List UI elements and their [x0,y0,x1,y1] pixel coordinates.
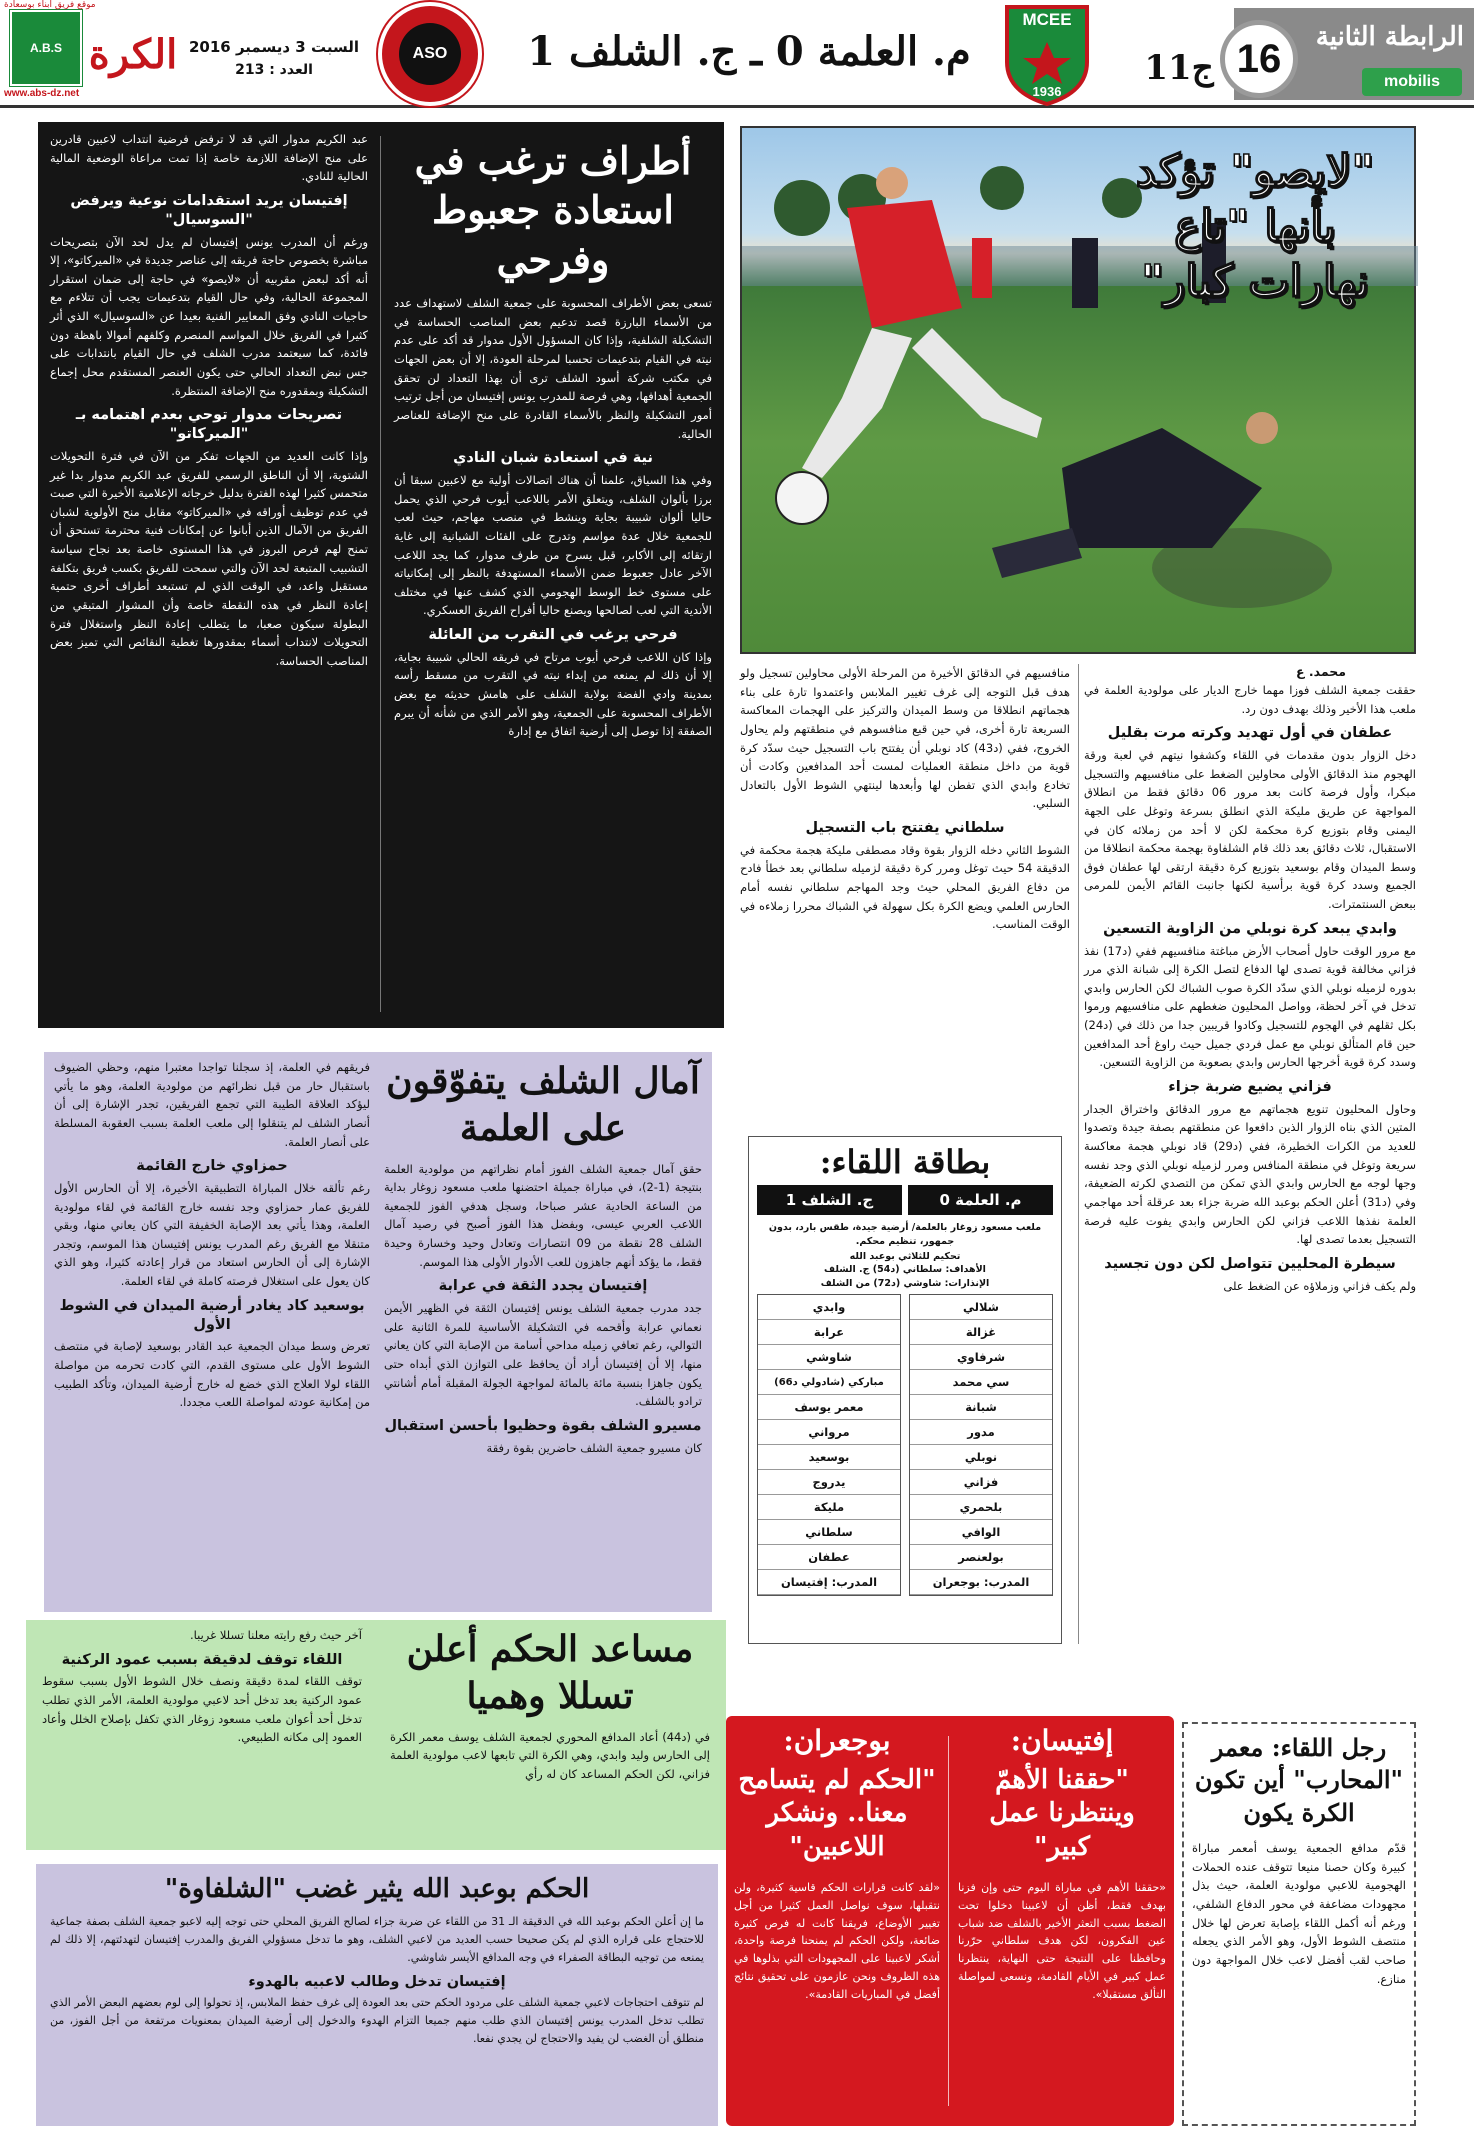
transfers-title: أطراف ترغب في استعادة جعبوط وفرحي [414,138,692,282]
subhead-farhi: فرحي يرغب في التقرب من العائلة [428,627,678,644]
transfers-col-right [390,130,712,1020]
subhead-arraba: إفتيسان يجدد الثقة في عرابة [438,1278,648,1295]
referee-p1: ما إن أعلن الحكم بوعبد الله في الدقيقة الـ 31 من اللقاء عن ضربة جزاء لصالح الفريق المحلي حتى توجه إليه لاعبو جمعية الشلف بصفة جماعية للاحتجاج على قراره الذي لم يكن صحيحا حسب العديد من لاعبي الشلف، وهو ما تدخل مسؤولي الفريق والمدرب إفتيسان لتهدئتهم، إلا ذلك لم يمنعه من توجيه البطاقة الصفراء في وجه المدافع الأيسر شاوشي. [46,1915,704,1964]
round-circle [1220,20,1298,98]
iftisan-quote: "حققنا الأهمّ وينتظرنا عمل كبير" [989,1764,1135,1863]
home-coach: المدرب: بوجعران [910,1570,1052,1595]
masthead [0,0,1474,108]
card-referee: تحكيم للثلاثي بوعبد الله [849,1250,961,1262]
subhead-bousaid: بوسعيد كاد يغادر أرضية الميدان في الشوط الأول [59,1297,365,1333]
assistant-p1: في (د44) أعاد المدافع المحوري لجمعية الشلف يوسف معمر الكرة إلى الحارس وليد وابدي، وهي الكرة التي تابعها لاعب مولودية العلمة فزاني، لكن الحكم المساعد كان له رأي [386,1729,710,1781]
card-lineups [749,1294,1061,1597]
site-top-text: موقع فريق أبناء بوسعادة [4,0,96,10]
man-of-match-box [1182,1722,1416,2126]
home-player: سي محمد [910,1370,1052,1395]
card-title: بطاقة اللقاء: [819,1143,991,1181]
youth-p3: كان مسيرو جمعية الشلف حاضرين بقوة رفقة [486,1440,702,1455]
assistant-title: مساعد الحكم أعلن تسللا وهميا [406,1628,694,1717]
transfers-p3: وإذا كان اللاعب فرحي أيوب مرتاح في فريقه الحالي شبيبة بجاية، إلا أن ذلك لم يمنعه من إبداء نيته في التقرب من مسقط رأسه بمدينة وادي الفضة بولاية الشلف على هامش حديثه مع بعض الأطراف المحسوبة على الجمعية، وهو الأمر الذي من شأنه أن يبرم الصفقة إذا توصل إلى أرضية اتفاق مع إدارة [390,649,712,739]
away-player: بوسعيد [758,1445,900,1470]
assistant-box [26,1620,726,1850]
site-url: www.abs-dz.net [4,88,80,99]
away-player: عطفان [758,1545,900,1570]
match-report-col-a [1080,664,1416,1644]
home-player: مدور [910,1420,1052,1445]
away-player: مباركي (شادولي د66) [758,1370,900,1395]
home-player: بلحمري [910,1495,1052,1520]
subhead-medouar: تصريحات مدوار توحي بعدم اهتمامه بـ "الميركاتو" [75,407,343,443]
motm-text: قدّم مدافع الجمعية يوسف أمعمر مباراة كبيرة وكان حصنا منيعا تتوقف عنده الحملات الهجومية للاعبي مولودية العلمة، حيث بذل مجهودات مضاعفة في محور الدفاع الشلفي، ورغم أنه أكمل اللقاء بإصابة تعرض لها خلال منتصف الشوط الأول، وهو الأمر الذي يجعله صاحب لقب أفضل لاعب خلال المواجهة دون منازع. [1188,1841,1406,1986]
round-prefix: ج [1191,48,1214,88]
subhead-penalty-miss: فزاني يضيع ضربة جزاء [1168,1078,1332,1095]
para-dominance-start: ولم يكف فزاني وزملاؤه عن الضغط على [1223,1278,1416,1293]
youth-p1: حقق آمال جمعية الشلف الفوز أمام نظراتهم من مولودية العلمة بنتيجة (1-2)، في مباراة جميلة احتضنها ملعب مسعود زوغار بداية من الساعة الحادية عشر صباحا، وسجل هدفي الفوز للجمعية اللاعب العربي عيسى، وبفضل هذا الفوز أصبح في رصيد آمال الشلف 28 نقطة من 09 انتصارات وتعادل وحيد وخسارة وحيدة فقط، ما يؤكد أنهم جاهزون للعب الأدوار الأولى هذا الموسم. [380,1161,702,1269]
match-photo [740,126,1416,654]
card-goals: الأهداف: سلطاني (د54) ج. الشلف [824,1264,986,1276]
iftisan-quote-col [954,1724,1166,2120]
away-player: معمر يوسف [758,1395,900,1420]
round-label [1144,48,1214,89]
subhead-iftisan-calm: إفتيسان تدخل وطالب لاعبيه بالهدوء [248,1973,506,1990]
card-away-team: ج. الشلف 1 [757,1185,902,1215]
home-player: شلالي [910,1295,1052,1320]
paper-name: الكرة [88,30,178,78]
transfers-p2: وفي هذا السياق، علمنا أن هناك اتصالات أولية مع لاعبين سبقا أن برزا بألوان الشلف، ويتعلق الأمر باللاعب أيوب فرحي الذي يحمل حاليا ألوان شبيبة بجاية وينشط في منصب مهاجم، حيث لعب للجمعية خلال عدة مواسم وتدرج على الفئات الشبانية إلى غاية ارتقائه إلى الأكابر، قبل يسرح من طرف مدوار، كما يجد اللاعب الآخر عادل جعبوط ضمن الأسماء المستهدفة بالنظر إلى إمكانياته على مستوى خط الوسط الهجومي الذي كشف عنها في مختلف الأندية التي لعب لصالحها ويصنع حاليا أفراح الفريق العسكري. [390,473,712,618]
para-penalty: وحاول المحليون تنويع هجماتهم مع مرور الدقائق واختراق الجدار المتين الذي بناه الزوار الذين دافعوا عن منطقتهم بصفة جيدة وتصدوا للعديد من الكرات الخطيرة، ففي (د29) قاد نوبلي هجمة معاكسة سريعة وتوغل في منطقة المنافس ومرر لزميله نوبلي الذي وجد نفسه وجها لوجه مع الحارس وابدي الذي تمكن من التصدي لكرته الضعيفة، وفي (د31) أعلن الحكم بوعبد الله ضربة جزاء بعد عرقلة أحد مهاجمي العلمة نفذها اللاعب فزاني لكن الحارس وابدي يفوت عليه فرصة التسجيل بعدما تصدى لها. [1080,1101,1416,1247]
youth-col-left [50,1058,370,1606]
home-player: غزالة [910,1320,1052,1345]
transfers-p5: ورغم أن المدرب يونس إفتيسان لم يدل لحد الآن بتصريحات مباشرة بخصوص حاجة فريقه إلى عناصر جديدة في «الميركاتو»، إلا أنه أكد لبعض مقربيه أن «لايصو» في حاجة إلى ضمان استقرار المجموعة الحالية، وفي حال القيام بتدعيمات يجب أن تتلاءم مع حاجيات النادي وفق المعايير الفنية بعيدا عن «السوسيال» الذي أثر كثيرا في الفريق خلال المواسم المنصرم وكلفهم أموالا باهظة دون فائدة، كما سيعتمد مدرب الشلف في حال القيام بانتدابات على جس نبض التعداد الحالي حتى يكون العنصر المستقدم محل إجماع التشكيلة وبمقدوره منح الإضافة المنتظرة. [46,234,368,398]
subhead-atfane: عطفان في أول تهديد وكرته مرت بقليل [1107,725,1393,742]
report-intro: حققت جمعية الشلف فوزا مهما خارج الديار على مولودية العلمة في ملعب هذا الأخير وذلك بهدف دون رد. [1080,683,1416,716]
assistant-p3: توقف اللقاء لمدة دقيقة ونصف خلال الشوط الأول بسبب سقوط عمود الركنية بعد تدخل أحد لاعبي مولودية العلمة، الأمر الذي تطلب تدخل أحد أعوان ملعب مسعود زوغار الذي تكفل بإصلاح الخلل وأعاد العمود إلى مكانه الطبيعي. [38,1674,362,1745]
assistant-col-left [38,1626,362,1844]
paper-logo [88,14,178,94]
away-coach: المدرب: إفتيسان [758,1570,900,1595]
subhead-youth: نية في استعادة شبان النادي [453,450,653,467]
transfers-p6: وإذا كانت العديد من الجهات تفكر من الآن في فترة التحويلات الشتوية، إلا أن الناطق الرسمي للفريق عبد الكريم مدوار بدا غير متحمس كثيرا لهذه الفترة بدليل خرجاته الإعلامية الأخيرة التي صبت في عدم توظيف أوراقه في «الميركاتو» مقابل منح الأولوية لشبان الفريق من الآمال الذين أبانوا عن إمكانات فنية محترمة تستحق أن تمنح لهم فرص البروز في هذا المستوى خاصة بعد نجاح سياسة التشبيب المتبعة لحد الآن والتي سمحت للفريق بكسب فريق بتكلفة مستقبل واعد، في الوقت الذي لم تستبعد أطراف أخرى حتمية إعادة النظر في هذه النقطة خاصة وأن المشوار المتبقي من البطولة سيكون صعبا، ما يتطلب إعادة النظر واستغلال فترة التحويلات لانتداب أسماء بمقدورها تغطية النقائص التي تميز بعض المناصب الحساسة. [46,448,368,668]
youth-col-right [380,1058,702,1606]
card-teams [749,1185,1061,1215]
home-lineup-box [909,1294,1053,1597]
home-lineup [910,1295,1052,1596]
home-player: فزاني [910,1470,1052,1495]
iftisan-statement: «حققنا الأهم في مباراة اليوم حتى وإن فزنا بهدف فقط، أظن أن لاعبينا دخلوا تحت الضغط بسبب التعثر الأخير بالشلف ضد شباب عين الفكرون، لكن هدف سلطاني حرّرنا وحافظنا على النتيجة حتى النهاية، ينتظرنا عمل كبير في الأيام القادمة، ونسعى لمواصلة التألق مستقبلا». [954,1880,1166,2001]
issue-date: السبت 3 ديسمبر 2016 [188,38,359,56]
assistant-p2: آخر حيث رفع رايته معلنا تسللا غريبا. [189,1628,362,1642]
away-player: شاوشي [758,1345,900,1370]
mcee-year: 1936 [1032,84,1062,99]
youth-p6: تعرض وسط ميدان الجمعية عبد القادر بوسعيد لإصابة في منتصف الشوط الأول على مستوى القدم، التي كادت تحرمه من مواصلة اللقاء لولا العلاج الذي خضع له خارج أرضية الميدان، وتأكد الطبيب من إمكانية عودته لمواصلة اللعب مجددا. [50,1339,370,1410]
boudjarane-name: بوجعران: [783,1724,891,1757]
youth-p4: فريقهم في العلمة، إذ سجلنا تواجدا معتبرا منهم، وحظي الضيوف باستقبال حار من قبل نظرائهم من مولودية العلمة، وهو ما يأتي ليؤكد العلاقة الطيبة التي تجمع الفريقين، تجدر الإشارة إلى أن أنصار الشلف لم يتنقلوا إلى ملعب العلمة بسبب العقوبة المسلطة على أنصار العلمة. [50,1060,370,1149]
home-player: شرفاوي [910,1345,1052,1370]
away-lineup [758,1295,900,1596]
para-goal: الشوط الثاني دخله الزوار بقوة وقاد مصطفى مليكة هجمة محكمة في الدقيقة 54 حيث توغل ومرر كرة دقيقة لزميله سلطاني بعد خطأ فادح من دفاع الفريق المحلي حيث وجد المهاجم سلطاني نفسه أمام الحارس العلمي ويضع الكرة بكل سهولة في الشباك محررا زملاءه في الوقت المناسب. [736,842,1070,932]
aso-inner [399,23,461,85]
boudjarane-statement: «لقد كانت قرارات الحكم قاسية كثيرة، ولن نتقبلها، سوف نواصل العمل كثيرا من أجل تغيير الأوضاع، فريقنا كانت له فرص كثيرة ضائعة، ولكن الحكم لم يمنحنا فرصة واحدة، أشكر لاعبينا على المجهودات التي بذلوها في هذه الظروف ونحن عازمون على تحقيق نتائج أفضل في المباريات القادمة». [730,1880,940,2001]
transfers-col-left [46,130,368,1020]
away-lineup-box [757,1294,901,1597]
assistant-col-right [386,1626,710,1844]
photo-headline: "لايصو" تؤكد بأنها "تاع نهارات كبار" [1135,146,1375,307]
referee-title: الحكم بوعبد الله يثير غضب "الشلفاوة" [164,1874,590,1904]
subhead-corner-flag: اللقاء توقف لدقيقة بسبب عمود الركنية [61,1651,343,1668]
away-player: وابدي [758,1295,900,1320]
transfers-p4: عبد الكريم مدوار التي قد لا ترفض فرضية انتداب لاعبين قادرين على منح الإضافة اللازمة خاصة إذا تمت مراعاة الوضعية المالية الحالية للنادي. [46,132,368,184]
match-report-col-b [736,664,1070,1084]
para-home-pressure: مع مرور الوقت حاول أصحاب الأرض مباغتة منافسيهم ففي (د17) نفذ فزاني مخالفة قوية تصدى لها الدفاع لتصل الكرة إلى شبانة الذي مرر بدوره لزميله نوبلي الذي سدّد الكرة صوب الشباك لكن الحارس وابدي تدخل في آخر لحظة، وواصل المحليون ضغطهم على منافسيهم ورموا بكل ثقلهم في الهجوم للتسجيل وكادوا قريبين جدا من ذلك في (د24) حين قام المتألق نوبلي مع عمل فردي جميل حيث راوغ أحد المدافعين وسدد كرة قوية أخرجها الحارس وابدي بصعوبة من الزاوية التسعين. [1080,943,1416,1070]
aso-text: ASO [412,45,448,62]
youth-box [44,1052,712,1612]
home-player: شبانة [910,1395,1052,1420]
report-author: محمد. ع [1296,664,1346,679]
iftisan-name: إفتيسان: [1010,1724,1114,1757]
abs-logo [10,10,82,86]
column-divider [1078,664,1079,1644]
subhead-hamzaoui: حمزاوي خارج القائمة [136,1158,288,1175]
referee-p2: لم تتوقف احتجاجات لاعبي جمعية الشلف على مردود الحكم حتى بعد العودة إلى غرف حفظ الملابس، إذ تحولوا إلى لوم بعضهم البعض الأمر الذي تطلب تدخل المدرب يونس إفتيسان الذي طلب منهم جميعا التزام الهدوء والدخول إلى أرضية الميدان بمعنويات مرتفعة من أجل الفوز، من منطلق أن الغضب لن يفيد والاحتجاج لن يجدي نفعا. [46,1996,704,2046]
transfers-p1: تسعى بعض الأطراف المحسوبة على جمعية الشلف لاستهداف عدد من الأسماء البارزة قصد تدعيم بعض المناصب الحساسة في التشكيلة الشلفية، وإذا كان المسؤول الأول مدوار قد أكد على عدم نيته في القيام بتدعيمات تحسبا لمرحلة العودة، إلا أن بعض الجهات في مكتب شركة أسود الشلف ترى أن بهذا التعداد لن تحقق الجمعية أهدافها، وهي فرصة للمدرب يونس إفتيسان من أجل ترتيب أمور التشكيلة والنظر بالأسماء القادرة على منح الإضافة للعناصر الحالية. [390,296,712,441]
referee-box [36,1864,718,2126]
round-number: 16 [1236,36,1282,81]
mcee-logo [1002,2,1092,106]
home-player: بولعنصر [910,1545,1052,1570]
subhead-social: إفتيسان يريد استقدامات نوعية ويرفض "السوسيال" [70,192,348,228]
para-first-half-end: منافسيهم في الدقائق الأخيرة من المرحلة الأولى محاولين تسجيل ولو هدف قبل التوجه إلى غرف تغيير الملابس واعتمدوا تارة على بناء هجماتهم انطلاقا من وسط الميدان والتركيز على الهجمات المعاكسة السريعة تارة أخرى، في حين قبع منافسوهم في منطقتهم ولم يحاول الخروج، ففي (د43) كاد نوبلي أن يفتتح باب التسجيل حيث سدّد كرة قوية من داخل منطقة العمليات لمست أحد المدافعين وكادت أن تخادع وابدي الذي تفطن لها وأبعدها لينتهي الشوط الأول بالتعادل السلبي. [736,666,1070,811]
sponsor-logo [1362,68,1462,96]
away-player: سلطاني [758,1520,900,1545]
card-bookings: الإنذارات: شاوشي (د72) من الشلف [820,1277,990,1289]
quotes-box [726,1716,1174,2126]
boudjarane-quote: "الحكم لم يتسامح معنا.. ونشكر اللاعبين" [738,1764,936,1863]
match-result: م. العلمة 0 ـ ج. الشلف 1 [527,28,971,75]
transfers-divider [380,136,381,1012]
aso-logo [378,2,482,106]
subhead-wabdi-save: وابدي يبعد كرة نوبلي من الزاوية التسعين [1103,920,1397,937]
away-player: يدروج [758,1470,900,1495]
home-player: الوافي [910,1520,1052,1545]
away-player: مليكة [758,1495,900,1520]
sponsor-label: mobilis [1384,73,1441,90]
round-num: 11 [1144,48,1192,88]
youth-p2: جدد مدرب جمعية الشلف يونس إفتيسان الثقة في الظهير الأيمن نعماني عرابة وأقحمه في التشكيلة الأساسية للمرة الثانية على التوالي، رغم تعافي زميله مداحي أسامة من الإصابة التي كان يعاني منها، إلا أن إفتيسان أراد أن يحافظ على التوازن الذي أبداه حتى يكون جاهزا بنسبة مائة بالمائة لمواجهة الجولة المقبلة أمام أشانتي ترادو بالشلف. [380,1301,702,1409]
card-info: ملعب مسعود زوغار بالعلمة/ أرضية جيدة، طقس بارد، بدون جمهور، تنظيم محكم. [768,1222,1042,1247]
league-name: الرابطة الثانية [1315,22,1464,52]
card-home-team: م. العلمة 0 [908,1185,1053,1215]
abs-text: A.B.S [30,41,63,55]
quotes-divider [948,1736,949,2106]
subhead-officials: مسيرو الشلف بقوة وحظيوا بأحسن استقبال [384,1417,702,1434]
youth-title: آمال الشلف يتفوّقون على العلمة [386,1060,700,1149]
match-card [748,1136,1062,1644]
subhead-home-dominance: سيطرة المحليين تتواصل لكن دون تجسيد [1104,1255,1396,1272]
motm-title: رجل اللقاء: معمر "المحارب" أين تكون الكرة يكون [1194,1733,1404,1827]
home-player: نوبلي [910,1445,1052,1470]
away-player: مرواني [758,1420,900,1445]
transfers-box [38,122,724,1028]
para-first-chances: دخل الزوار بدون مقدمات في اللقاء وكشفوا نيتهم في لعبة ورقة الهجوم منذ الدقائق الأولى محاولين الضغط على منافسيهم والتسجيل مبكرا، وأول فرصة كانت بعد مرور 06 دقائق فقط من انطلاق المواجهة عن طريق مليكة الذي انطلق بسرعة وتوغل على الجهة اليمنى وقام بتوزيع كرة محكمة لكن لا أحد من زملائه كان في الاستقبال، ثلاث دقائق بعد ذلك قام الشلفاوة بهجمة محكمة انطلاقا من وسط الميدان وقام بوسعيد بتوزيع كرة دقيقة ارتقى لها عطفان فوق الجميع وسدد كرة قوية برأسية لكنها جانبت القائم الأيمن للمرمى ببعض السنتمترات. [1080,748,1416,912]
mcee-text: MCEE [1022,10,1072,29]
issue-number: العدد : 213 [235,62,313,78]
away-player: عرابة [758,1320,900,1345]
boudjarane-quote-col [730,1724,940,2120]
youth-p5: رغم تألقه خلال المباراة التطبيقية الأخيرة، إلا أن الحارس الأول للفريق عمار حمزاوي وجد نفسه خارج القائمة في لقاء مولودية العلمة، وهذا يأتي بعد الإصابة الخفيفة التي كان يعاني منها، وبقي متنقلا مع الفريق رغم المدرب يونس إفتيسان هذا الموسم، وتجدر الإشارة إلى أن الحارس استعاد من قرار إعادته كثيرا، وهو الذي كان يعول على استغلال فرصته كاملة في لقاء العلمة. [50,1180,370,1289]
subhead-soltani-goal: سلطاني يفتتح باب التسجيل [805,820,1005,836]
